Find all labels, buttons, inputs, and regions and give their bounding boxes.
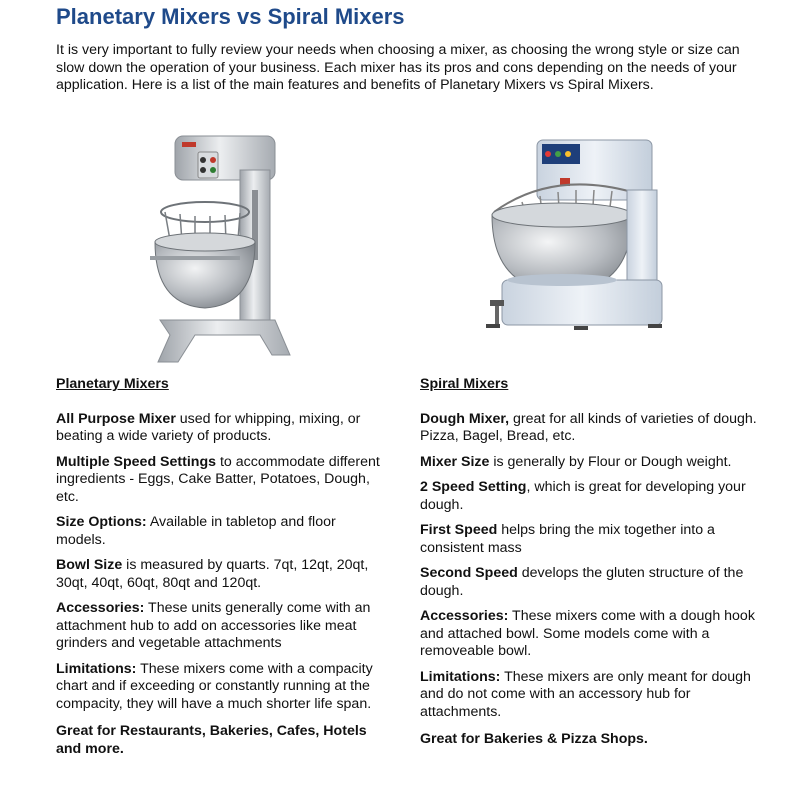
spiral-column: [420, 376, 760, 757]
spiral-closing: Great for Bakeries & Pizza Shops.: [420, 731, 648, 747]
intro-paragraph: It is very important to fully review your needs when choosing a mixer, as choosing the wrong style or size can slow down the operation of your business. Each mixer has its pros and cons depending on the needs of your application. Here is a list of the main features and benefits of Planetary Mixers vs Spiral Mixers.: [56, 42, 740, 93]
planetary-mixer-image: [140, 130, 300, 365]
spiral-feature-second-speed: Second Speed develops the gluten structure of the dough.: [420, 565, 744, 599]
planetary-closing: Great for Restaurants, Bakeries, Cafes, Hotels and more.: [56, 723, 367, 757]
planetary-heading: Planetary Mixers: [56, 376, 169, 392]
planetary-column: [56, 376, 386, 766]
spiral-feature-dough: Dough Mixer, great for all kinds of varieties of dough. Pizza, Bagel, Bread, etc.: [420, 410, 757, 444]
planetary-feature-limitations: Limitations: These mixers come with a compacity chart and if exceeding or constantly running at the compacity, they will have a much shorter life span.: [56, 660, 373, 712]
planetary-feature-speed: Multiple Speed Settings to accommodate different ingredients - Eggs, Cake Batter, Potatoes, Dough, etc.: [56, 453, 380, 505]
page-title: Planetary Mixers vs Spiral Mixers: [56, 4, 405, 29]
spiral-feature-limitations: Limitations: These mixers are only meant for dough and do not come with an accessory hub for attachments.: [420, 668, 751, 720]
planetary-feature-bowl: Bowl Size is measured by quarts. 7qt, 12qt, 20qt, 30qt, 40qt, 60qt, 80qt and 120qt.: [56, 557, 369, 591]
planetary-feature-all-purpose: All Purpose Mixer used for whipping, mixing, or beating a wide variety of products.: [56, 410, 361, 444]
spiral-mixer-image: [482, 130, 667, 340]
spiral-heading: Spiral Mixers: [420, 376, 509, 392]
spiral-feature-accessories: Accessories: These mixers come with a dough hook and attached bowl. Some models come with a removeable bowl.: [420, 608, 755, 659]
spiral-feature-first-speed: First Speed helps bring the mix together into a consistent mass: [420, 522, 715, 556]
spiral-feature-size: Mixer Size is generally by Flour or Dough weight.: [420, 453, 732, 470]
planetary-feature-accessories: Accessories: These units generally come with an attachment hub to add on accessories like meat grinders and vegetable attachments: [56, 600, 371, 651]
spiral-feature-speed: 2 Speed Setting, which is great for developing your dough.: [420, 479, 746, 513]
planetary-feature-size: Size Options: Available in tabletop and floor models.: [56, 514, 336, 548]
